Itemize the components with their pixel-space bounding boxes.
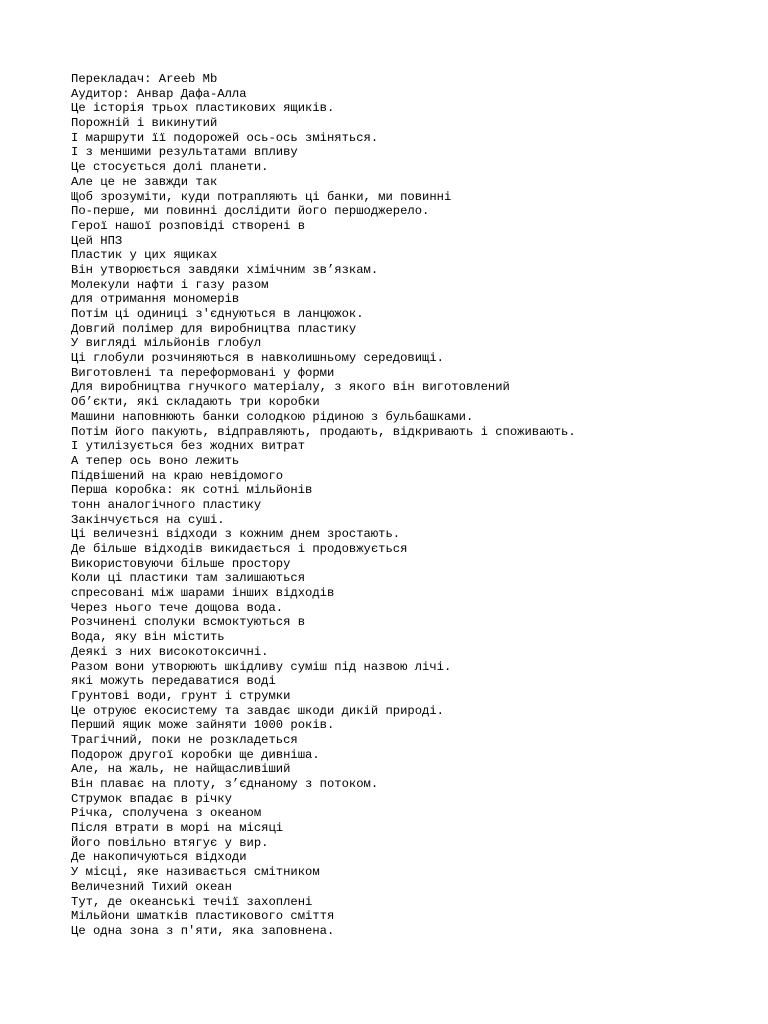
transcript-line: Об’єкти, які складають три коробки <box>71 395 320 410</box>
transcript-line: Це отруює екосистему та завдає шкоди дикій природі. <box>71 703 444 718</box>
transcript-line: тонн аналогічного пластику <box>71 497 262 512</box>
transcript-line: які можуть передаватися воді <box>71 674 276 689</box>
transcript-line: Закінчується на суші. <box>71 512 225 527</box>
transcript-line: Порожній і викинутий <box>71 116 218 131</box>
transcript-line: Перший ящик може зайняти 1000 років. <box>71 718 335 733</box>
transcript-line: Його повільно втягує у вир. <box>71 835 269 850</box>
transcript-line: Подорож другої коробки ще дивніша. <box>71 747 320 762</box>
transcript-line: для отримання мономерів <box>71 292 240 307</box>
transcript-line: Перекладач: Areeb Mb <box>71 72 218 86</box>
transcript-line: Використовуючи більше простору <box>71 556 291 571</box>
transcript-line: Потім ці одиниці з'єднуються в ланцюжок. <box>71 307 364 321</box>
transcript-line: Коли ці пластики там залишаються <box>71 571 306 586</box>
transcript-line: Струмок впадає в річку <box>71 791 232 806</box>
transcript-line: Щоб зрозуміти, куди потрапляють ці банки, ми повинні <box>71 189 452 204</box>
transcript-line: Але, на жаль, не найщасливіший <box>71 762 291 777</box>
transcript-line: Потім його пакують, відправляють, продають, відкривають і споживають. <box>71 424 576 439</box>
transcript-line: Перша коробка: як сотні мільйонів <box>71 483 313 498</box>
transcript-line: Тут, де океанські течії захоплені <box>71 894 313 909</box>
transcript-line: Величезний Тихий океан <box>71 879 232 894</box>
transcript-line: спресовані між шарами інших відходів <box>71 586 335 601</box>
transcript-text <box>71 72 751 939</box>
transcript-line: Мільйони шматків пластикового сміття <box>71 909 335 924</box>
transcript-line: Ці глобули розчиняються в навколишньому середовищі. <box>71 351 444 366</box>
transcript-line: Це одна зона з п'яти, яка заповнена. <box>71 923 335 938</box>
transcript-line: Через нього тече дощова вода. <box>71 600 284 615</box>
transcript-line: Довгий полімер для виробництва пластику <box>71 321 357 336</box>
transcript-line: По-перше, ми повинні дослідити його першоджерело. <box>71 204 430 219</box>
transcript-line: Пластик у цих ящиках <box>71 248 218 263</box>
transcript-line: Розчинені сполуки всмоктуються в <box>71 615 306 630</box>
transcript-line: Герої нашої розповіді створені в <box>71 218 306 233</box>
transcript-line: А тепер ось воно лежить <box>71 453 240 468</box>
transcript-line: Це стосується долі планети. <box>71 160 269 175</box>
transcript-line: Де більше відходів викидається і продовжується <box>71 542 408 556</box>
transcript-line: Він плаває на плоту, з’єднаному з потоком. <box>71 777 379 791</box>
transcript-line: Після втрати в морі на місяці <box>71 821 284 836</box>
transcript-line: Він утворюється завдяки хімічним зв’язкам. <box>71 262 379 277</box>
transcript-line: Це історія трьох пластикових ящиків. <box>71 101 335 116</box>
transcript-line: Аудитор: Анвар Дафа-Алла <box>71 86 247 101</box>
transcript-line: Для виробництва гнучкого матеріалу, з якого він виготовлений <box>71 380 510 395</box>
transcript-line: І з меншими результатами впливу <box>71 145 298 160</box>
transcript-line: Ці величезні відходи з кожним днем зростають. <box>71 527 401 542</box>
transcript-line: Грунтові води, грунт і струмки <box>71 688 291 703</box>
transcript-line: Молекули нафти і газу разом <box>71 277 269 292</box>
transcript-line: У місці, яке називається смітником <box>71 865 320 880</box>
transcript-line: Виготовлені та переформовані у форми <box>71 365 335 380</box>
transcript-line: Де накопичуються відходи <box>71 850 247 865</box>
transcript-line: Деякі з них високотоксичні. <box>71 644 269 659</box>
transcript-line: Річка, сполучена з океаном <box>71 806 262 821</box>
transcript-line: І утилізується без жодних витрат <box>71 439 306 454</box>
transcript-line: Підвішений на краю невідомого <box>71 468 284 483</box>
transcript-line: Разом вони утворюють шкідливу суміш під назвою лічі. <box>71 659 452 674</box>
transcript-line: І маршрути її подорожей ось-ось зміняться. <box>71 130 379 145</box>
transcript-line: Машини наповнюють банки солодкою рідиною з бульбашками. <box>71 409 474 424</box>
transcript-line: Вода, яку він містить <box>71 630 225 645</box>
transcript-line: У вигляді мільйонів глобул <box>71 336 262 351</box>
transcript-line: Трагічний, поки не розкладеться <box>71 732 298 747</box>
transcript-line: Цей НПЗ <box>71 233 123 248</box>
transcript-line: Але це не завжди так <box>71 174 218 189</box>
